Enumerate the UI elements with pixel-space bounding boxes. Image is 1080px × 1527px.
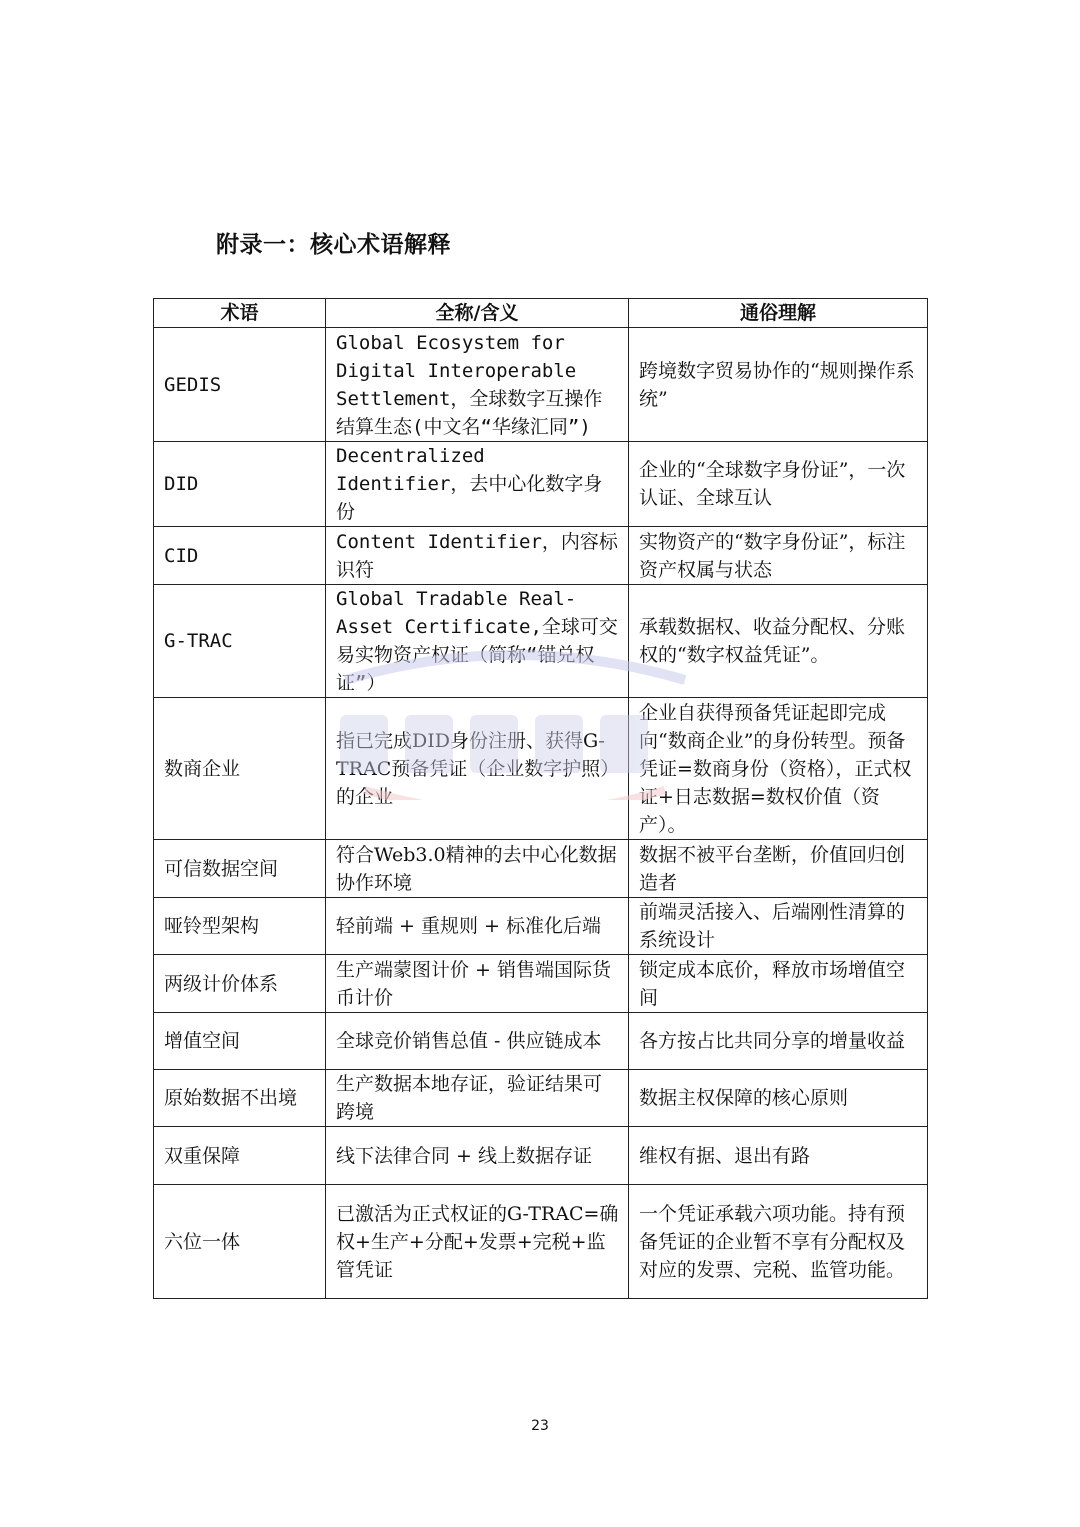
- header-meaning: 全称/含义: [326, 299, 629, 328]
- table-row: [154, 698, 928, 840]
- table-row: [154, 840, 928, 898]
- plain-cell: 前端灵活接入、后端刚性清算的系统设计: [629, 898, 928, 955]
- meaning-cell: 生产数据本地存证，验证结果可跨境: [326, 1070, 629, 1127]
- term-cell: 增值空间: [154, 1013, 326, 1070]
- table-row: [154, 1127, 928, 1185]
- header-term: 术语: [154, 299, 326, 328]
- plain-cell: 企业的“全球数字身份证”，一次认证、全球互认: [629, 442, 928, 527]
- plain-cell: 各方按占比共同分享的增量收益: [629, 1013, 928, 1070]
- plain-cell: 维权有据、退出有路: [629, 1127, 928, 1185]
- meaning-cell: 线下法律合同 + 线上数据存证: [326, 1127, 629, 1185]
- table-row: [154, 328, 928, 442]
- plain-cell: 数据不被平台垄断，价值回归创造者: [629, 840, 928, 898]
- term-cell: DID: [154, 442, 326, 527]
- table-row: [154, 442, 928, 527]
- table-row: [154, 1185, 928, 1299]
- term-cell: 哑铃型架构: [154, 898, 326, 955]
- term-cell: 两级计价体系: [154, 955, 326, 1013]
- table-row: [154, 1070, 928, 1127]
- table-row: [154, 527, 928, 585]
- plain-cell: 承载数据权、收益分配权、分账权的“数字权益凭证”。: [629, 585, 928, 698]
- terms-table: [153, 298, 928, 1299]
- term-cell: GEDIS: [154, 328, 326, 442]
- meaning-cell: Decentralized Identifier，去中心化数字身份: [326, 442, 629, 527]
- meaning-cell: Global Ecosystem for Digital Interoperable Settlement，全球数字互操作结算生态(中文名“华缘汇同”): [326, 328, 629, 442]
- term-cell: 双重保障: [154, 1127, 326, 1185]
- plain-cell: 实物资产的“数字身份证”，标注资产权属与状态: [629, 527, 928, 585]
- header-plain: 通俗理解: [629, 299, 928, 328]
- meaning-cell: 生产端蒙图计价 + 销售端国际货币计价: [326, 955, 629, 1013]
- plain-cell: 锁定成本底价，释放市场增值空间: [629, 955, 928, 1013]
- plain-cell: 一个凭证承载六项功能。持有预备凭证的企业暂不享有分配权及对应的发票、完税、监管功能。: [629, 1185, 928, 1299]
- meaning-cell: 轻前端 + 重规则 + 标准化后端: [326, 898, 629, 955]
- term-cell: 可信数据空间: [154, 840, 326, 898]
- page-number: 23: [531, 1418, 549, 1434]
- meaning-cell: Content Identifier，内容标识符: [326, 527, 629, 585]
- term-cell: 六位一体: [154, 1185, 326, 1299]
- meaning-cell: 符合Web3.0精神的去中心化数据协作环境: [326, 840, 629, 898]
- plain-cell: 数据主权保障的核心原则: [629, 1070, 928, 1127]
- plain-cell: 跨境数字贸易协作的“规则操作系统”: [629, 328, 928, 442]
- table-row: [154, 1013, 928, 1070]
- table-row: [154, 585, 928, 698]
- table-row: [154, 955, 928, 1013]
- meaning-cell: 已激活为正式权证的G-TRAC=确权+生产+分配+发票+完税+监管凭证: [326, 1185, 629, 1299]
- term-cell: CID: [154, 527, 326, 585]
- term-cell: G-TRAC: [154, 585, 326, 698]
- meaning-cell: 全球竞价销售总值 - 供应链成本: [326, 1013, 629, 1070]
- table-row: [154, 898, 928, 955]
- meaning-cell: 指已完成DID身份注册、获得G-TRAC预备凭证（企业数字护照）的企业: [326, 698, 629, 840]
- meaning-cell: Global Tradable Real-Asset Certificate,全球可交易实物资产权证（简称“锚兑权证”）: [326, 585, 629, 698]
- term-cell: 数商企业: [154, 698, 326, 840]
- plain-cell: 企业自获得预备凭证起即完成向“数商企业”的身份转型。预备凭证=数商身份（资格），正式权证+日志数据=数权价值（资产）。: [629, 698, 928, 840]
- page-title: 附录一：核心术语解释: [216, 232, 451, 258]
- table-header-row: [154, 299, 928, 328]
- term-cell: 原始数据不出境: [154, 1070, 326, 1127]
